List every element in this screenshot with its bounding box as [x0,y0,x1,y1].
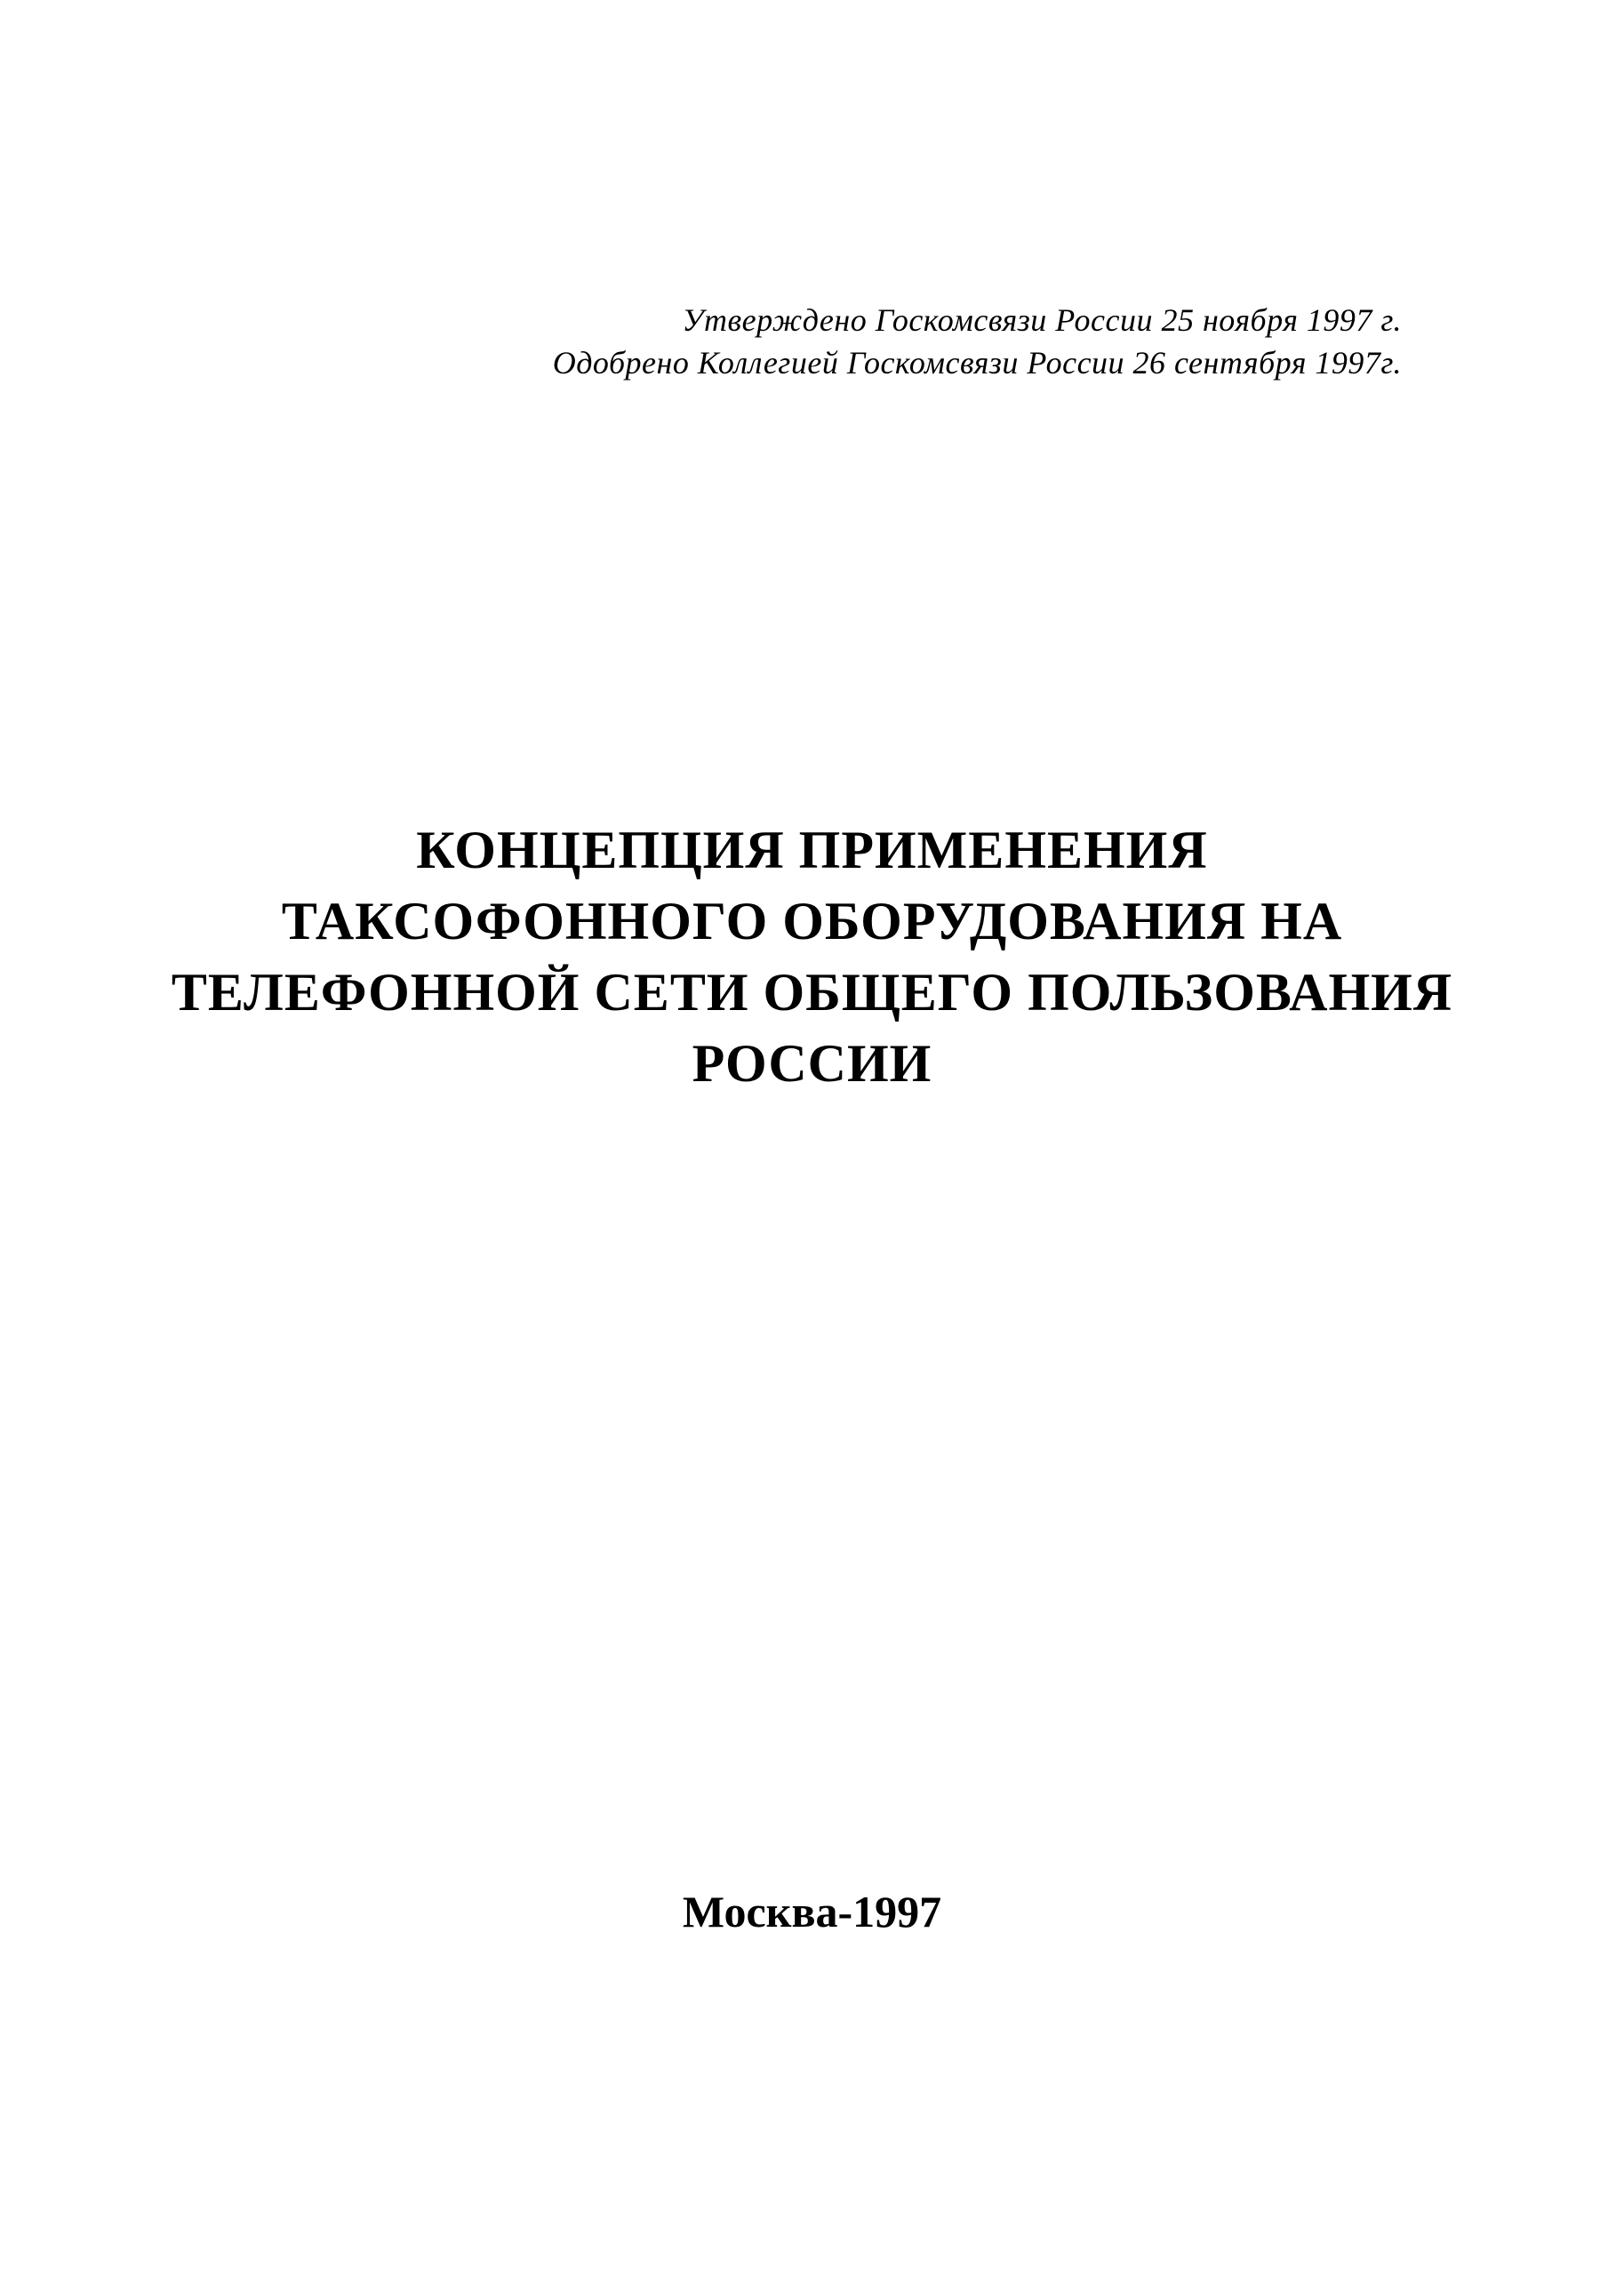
title-line-3: ТЕЛЕФОННОЙ СЕТИ ОБЩЕГО ПОЛЬЗОВАНИЯ [171,963,1453,1022]
approval-note [553,299,1402,384]
approval-line-endorsed: Одобрено Коллегией Госкомсвязи России 26 сентября 1997г. [552,345,1402,381]
title-line-4: РОССИИ [692,1034,932,1093]
publication-place-year: Москва-1997 [682,1887,942,1936]
title-line-1: КОНЦЕПЦИЯ ПРИМЕНЕНИЯ [416,821,1208,879]
approval-line-approved: Утверждено Госкомсвязи России 25 ноября 1997 г. [682,302,1402,338]
title-line-2: ТАКСОФОННОГО ОБОРУДОВАНИЯ НА [281,892,1343,950]
document-title [0,814,1624,1099]
